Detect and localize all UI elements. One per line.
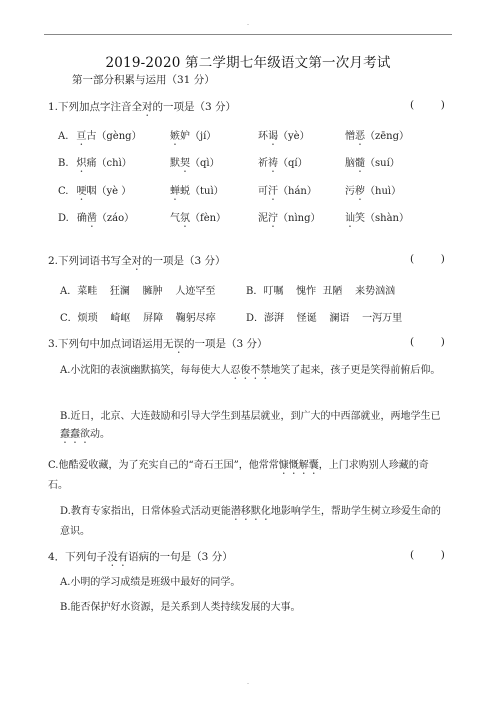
question-1-option-cell: 祈祷（qí）	[258, 158, 308, 169]
question-1-option-cell: 泥泞（nìng）	[258, 213, 321, 224]
question-4-option-a: A.小明的学习成绩是班级中最好的同学。	[60, 577, 241, 588]
question-1-stem: 1.下列加点字注音全对的一项是（3 分）	[48, 101, 237, 113]
answer-blank-2[interactable]: ( )	[410, 253, 445, 265]
question-3-option-b: B.近日，北京、大连鼓励和引导大学生到基层就业，到广大的中西部就业，两地学生已蠢蠢欲动。	[60, 411, 441, 440]
page-title: 2019-2020 第二学期七年级语文第一次月考试	[105, 55, 391, 71]
answer-blank-1[interactable]: ( )	[410, 99, 445, 111]
question-3-option-a: A.小沈阳的表演幽默搞笑，每每使大人忍俊不禁地笑了起来，孩子更是笑得前俯后仰。	[60, 365, 441, 376]
question-1-option-cell: 气氛（fèn）	[170, 213, 227, 224]
question-1-option-cell: 环谒（yè）	[258, 131, 310, 142]
question-1-option-cell: B. 炽痛（chì）	[58, 158, 132, 169]
question-1-option-cell: 嫉妒（jí）	[170, 131, 217, 142]
footer-mark: -	[246, 680, 250, 687]
question-3-option-c: C.他酷爱收藏，为了充实自己的“奇石王国”，他常常慷慨解囊，上门求购别人珍藏的奇石。	[48, 460, 429, 491]
question-1-option-cell: 脑髓（suí）	[345, 158, 400, 169]
question-1-option-cell: A. 亘古（gèng）	[58, 131, 142, 142]
question-2-option: C．烦琐 崎岖 屏障 鞠躬尽瘁	[60, 313, 216, 324]
answer-blank-4[interactable]: ( )	[410, 549, 445, 561]
question-3-option-d: D.教育专家指出，日常体验式活动更能潜移默化地影响学生，帮助学生树立珍爱生命的意识。	[60, 506, 441, 537]
part-heading: 第一部分积累与运用（31 分）	[72, 74, 215, 86]
question-1-option-cell: 可汗（hán）	[258, 186, 317, 197]
question-2-option: B．叮嘱 愧怍 丑陋 来势汹汹	[246, 286, 396, 297]
question-4-option-b: B.能否保护好水资源，是关系到人类持续发展的大事。	[60, 602, 301, 613]
header-rule	[44, 34, 452, 35]
answer-blank-3[interactable]: ( )	[410, 336, 445, 348]
question-1-option-cell: 蝉蜕（tuì）	[170, 186, 224, 197]
question-1-option-cell: 憎恶（zēng）	[345, 131, 410, 142]
question-1-option-cell: 污秽（huì）	[345, 186, 402, 197]
question-2-option: D．澎湃 怪诞 澜语 一泻万里	[246, 313, 403, 324]
question-1-option-cell: 讪笑（shàn）	[345, 213, 409, 224]
question-1-option-cell: D. 确凿（záo）	[58, 213, 135, 224]
question-3-stem: 3.下列句中加点词语运用无误的一项是（3 分）	[48, 338, 268, 350]
question-2-stem: 2.下列词语书写全对的一项是（3 分）	[48, 255, 226, 267]
question-1-option-cell: 默契（qì）	[170, 158, 220, 169]
question-1-option-cell: C. 哽咽（yè ）	[58, 186, 132, 197]
question-2-option: A．菜畦 狂澜 臃肿 人迹罕至	[60, 286, 216, 297]
header-mark: -	[246, 21, 250, 28]
question-4-stem: 4．下列句子没有语病的一句是（3 分）	[48, 551, 233, 563]
